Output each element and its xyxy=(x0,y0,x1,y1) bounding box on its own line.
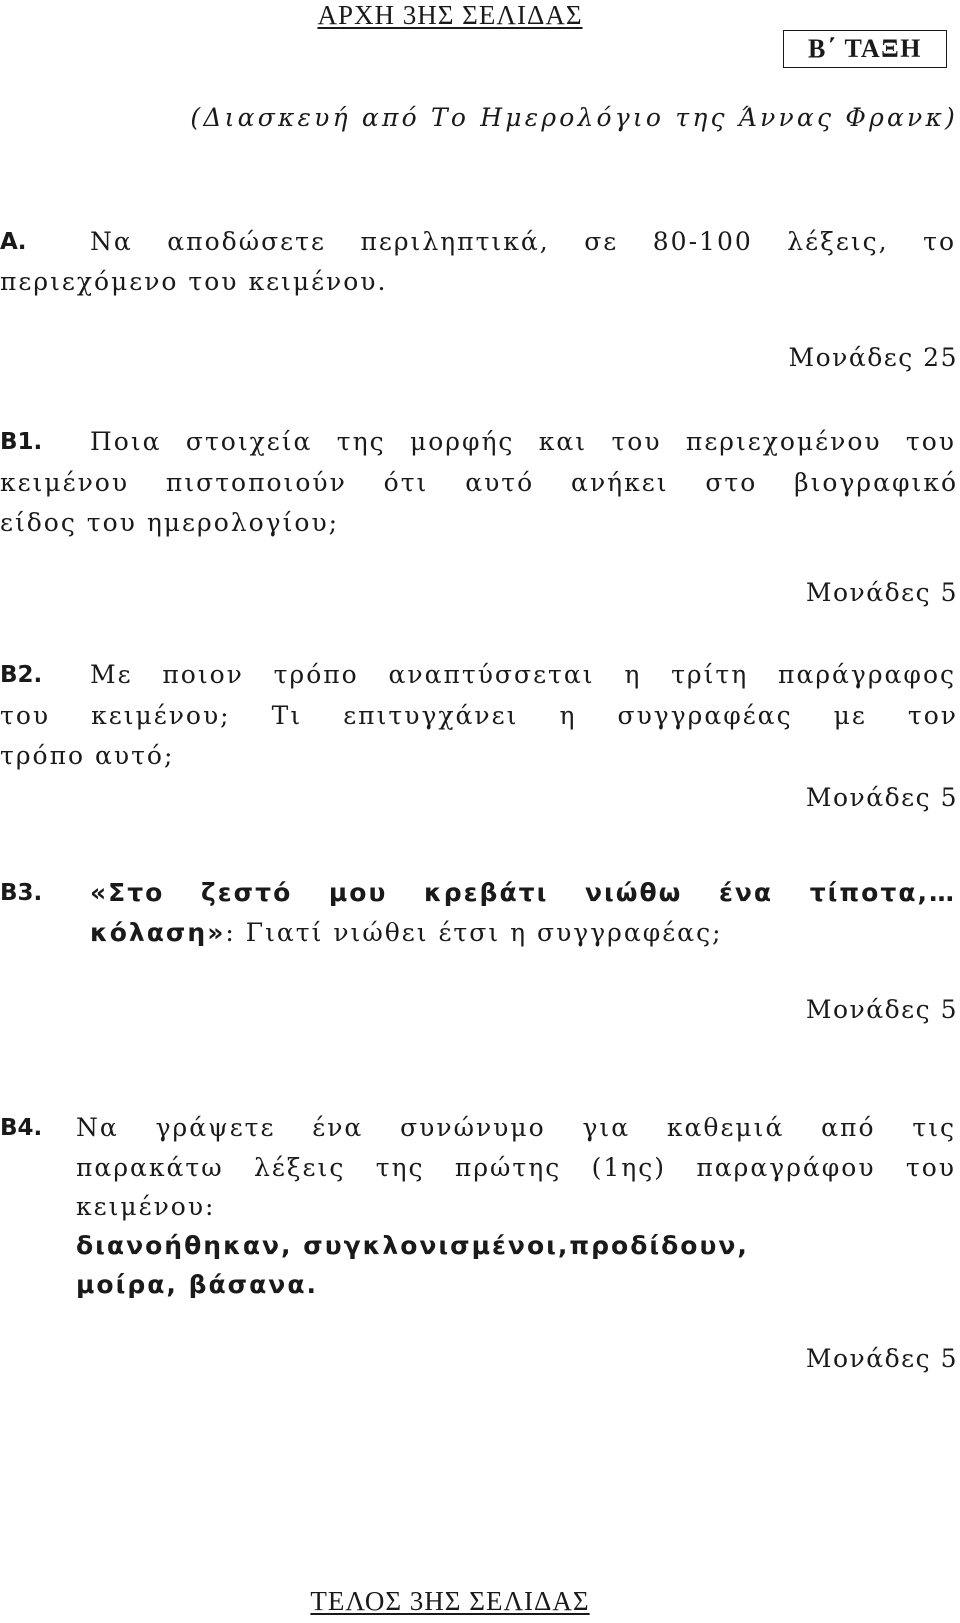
question-b1-text-line-3: είδος του ημερολογίου; xyxy=(0,508,340,537)
question-a-units: Μονάδες 25 xyxy=(788,343,958,372)
question-b3-quote-text-1: «Στο ζεστό μου κρεβάτι νιώθω ένα τίποτα,… xyxy=(90,878,956,907)
question-b1-units: Μονάδες 5 xyxy=(805,578,958,607)
question-b1-text-line-2: κειμένου πιστοποιούν ότι αυτό ανήκει στο βιογραφικό xyxy=(0,468,958,497)
question-b4-words-line-2 xyxy=(76,1265,956,1305)
question-b4-label: Β4. xyxy=(0,1115,43,1141)
question-b4-words-text-2: μοίρα, βάσανα. xyxy=(76,1270,319,1299)
question-b3-units: Μονάδες 5 xyxy=(805,995,958,1024)
question-b4-text-line-1: Να γράψετε ένα συνώνυμο για καθεμιά από τις xyxy=(76,1113,956,1142)
question-a-text-line-2: περιεχόμενο του κειμένου. xyxy=(0,267,388,296)
question-b2-text-line-1: Με ποιον τρόπο αναπτύσσεται η τρίτη παράγραφος xyxy=(90,660,956,689)
question-a-label: Α. xyxy=(0,229,27,255)
question-a-text-line-1: Να αποδώσετε περιληπτικά, σε 80-100 λέξεις, το xyxy=(90,227,956,256)
question-b1-label: Β1. xyxy=(0,429,43,455)
question-b4-words-text-1: διανοήθηκαν, συγκλονισμένοι,προδίδουν, xyxy=(76,1231,749,1260)
question-b2-units: Μονάδες 5 xyxy=(805,783,958,812)
question-b4-units: Μονάδες 5 xyxy=(805,1344,958,1373)
page-footer: ΤΕΛΟΣ 3ΗΣ ΣΕΛΙΔΑΣ xyxy=(310,1586,590,1616)
question-b3-quote-text-2: κόλαση» xyxy=(90,918,226,947)
page-header: ΑΡΧΗ 3ΗΣ ΣΕΛΙΔΑΣ xyxy=(317,0,583,30)
question-b3-question-text: : Γιατί νιώθει έτσι η συγγραφέας; xyxy=(225,918,723,947)
question-b2-text-line-3: τρόπο αυτό; xyxy=(0,741,175,770)
class-label-box: Β΄ ΤΑΞΗ xyxy=(783,30,947,68)
question-b3-label: Β3. xyxy=(0,880,43,906)
question-b2-text-line-2: του κειμένου; Τι επιτυγχάνει η συγγραφέας με τον xyxy=(0,701,958,730)
question-b4-words-line-1 xyxy=(76,1226,956,1266)
question-b4-text-line-3: κειμένου: xyxy=(76,1192,216,1221)
question-b1-text-line-1: Ποια στοιχεία της μορφής και του περιεχομένου του xyxy=(90,427,956,456)
question-b4-text-line-2: παρακάτω λέξεις της πρώτης (1ης) παραγράφου του xyxy=(76,1153,956,1182)
question-b3-line-2 xyxy=(90,913,956,953)
question-b2-label: Β2. xyxy=(0,662,43,688)
source-citation: (Διασκευή από Το Ημερολόγιο της Άννας Φρανκ) xyxy=(190,103,958,132)
question-b3-quote-line-1 xyxy=(90,873,956,913)
